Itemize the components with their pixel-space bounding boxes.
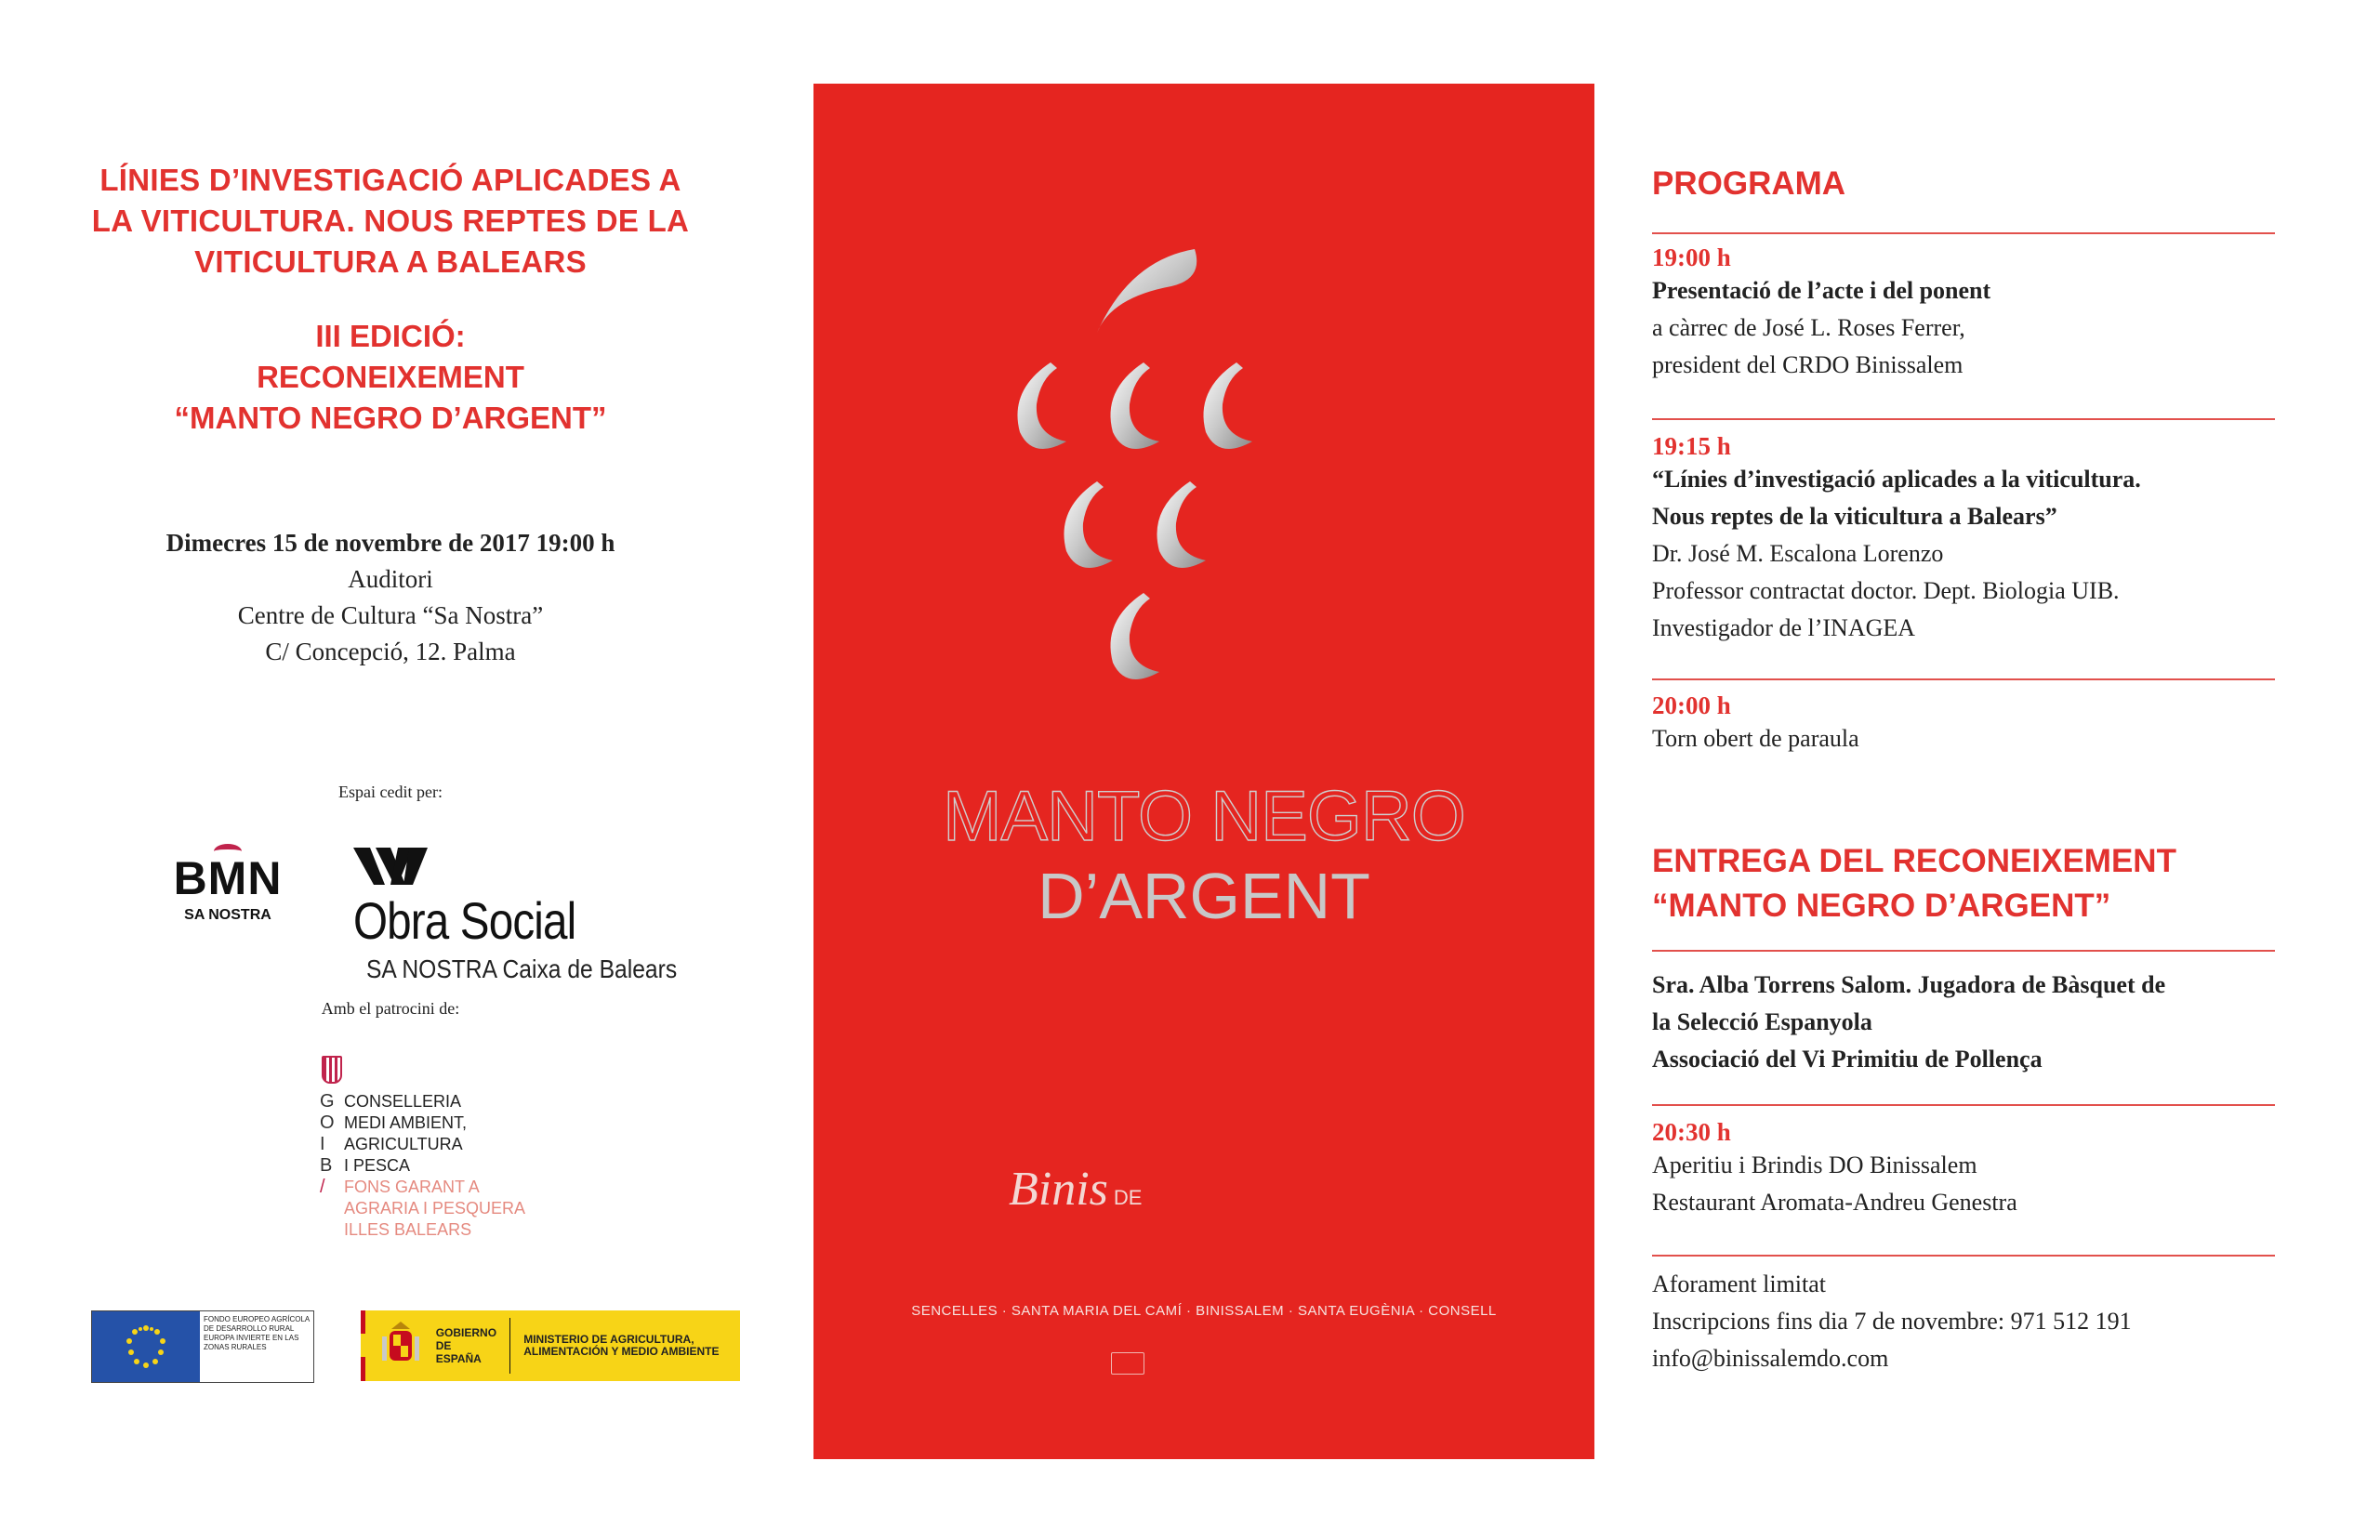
binis-script: Binis: [1009, 1163, 1108, 1216]
spain-flag-strip: [361, 1310, 365, 1381]
program-line: Aperitiu i Brindis DO Binissalem: [1652, 1152, 1977, 1178]
fogaiba-line: ILLES BALEARS: [344, 1220, 472, 1239]
obra-social-logo: [353, 844, 688, 984]
goib-line: I PESCA: [344, 1156, 411, 1175]
do-mark-icon: [1111, 1352, 1144, 1375]
goib-letter: O: [320, 1112, 335, 1133]
divider: [1652, 1255, 2275, 1257]
slash-icon: /: [320, 1177, 325, 1197]
towns-list: SENCELLES · SANTA MARIA DEL CAMÍ · BINISSALEM · SANTA EUGÈNIA · CONSELL: [911, 1303, 1497, 1319]
venue-line: Auditori: [348, 565, 433, 593]
grape-cluster-icon: [813, 84, 1594, 734]
venue-line: Centre de Cultura “Sa Nostra”: [237, 601, 544, 629]
eu-feader-logo: [91, 1310, 314, 1383]
program-item-final: [1652, 1118, 2017, 1221]
espai-label: Espai cedit per:: [338, 783, 443, 801]
event-title: [74, 160, 707, 283]
eu-feader-text: FONDO EUROPEO AGRÍCOLA DE DESARROLLO RURAL EUROPA INVIERTE EN LAS ZONAS RURALES: [204, 1315, 310, 1351]
eu-flag-icon: [92, 1311, 200, 1382]
event-info: [74, 525, 707, 670]
divider: [1652, 950, 2275, 952]
ministerio-text: MINISTERIO DE AGRICULTURA, ALIMENTACIÓN Y MEDIO AMBIENTE: [523, 1333, 720, 1358]
program-line: Torn obert de paraula: [1652, 725, 1859, 752]
divider: [1652, 232, 2275, 234]
entrega-line: ENTREGA DEL RECONEIXEMENT: [1652, 843, 2176, 879]
divider: [1652, 1104, 2275, 1106]
bmn-logo: [153, 844, 302, 924]
edition-line: III EDICIÓ:: [315, 319, 466, 353]
entrega-heading: [1652, 839, 2176, 928]
spain-crest-icon: [375, 1320, 427, 1372]
goib-line: CONSELLERIA: [344, 1092, 462, 1111]
awardee-line: la Selecció Espanyola: [1652, 1008, 1872, 1035]
program-title: Nous reptes de la viticultura a Balears”: [1652, 503, 2057, 530]
obra-social-mark-icon: [353, 844, 443, 893]
bmn-logo-sub: SA NOSTRA: [184, 907, 271, 923]
goib-letter: B: [320, 1155, 333, 1176]
title-line: LA VITICULTURA. NOUS REPTES DE LA: [91, 204, 690, 238]
title-line: VITICULTURA A BALEARS: [194, 244, 587, 279]
program-line: Professor contractat doctor. Dept. Biologia UIB.: [1652, 577, 2120, 604]
patrocini-label: Amb el patrocini de:: [321, 999, 460, 1018]
venue-line: C/ Concepció, 12. Palma: [265, 638, 516, 665]
awardee-line: Associació del Vi Primitiu de Pollença: [1652, 1046, 2043, 1073]
contact-info: [1652, 1266, 2132, 1377]
goib-letter: G: [320, 1091, 335, 1112]
fogaiba-line: AGRARIA I PESQUERA: [344, 1199, 526, 1218]
goib-shield-icon: [322, 1056, 342, 1084]
obra-social-sub: SA NOSTRA Caixa de Balears: [366, 954, 678, 983]
binissalem-do-logo: [1009, 1162, 1142, 1217]
awardee-line: Sra. Alba Torrens Salom. Jugadora de Bàsquet de: [1652, 971, 2166, 998]
program-title: Presentació de l’acte i del ponent: [1652, 277, 1991, 304]
program-line: Dr. José M. Escalona Lorenzo: [1652, 540, 1944, 567]
program-item: [1652, 432, 2141, 647]
divider: [1652, 678, 2275, 680]
goib-letter: I: [320, 1134, 325, 1154]
awardees: [1652, 967, 2165, 1078]
program-time: 20:30 h: [1652, 1118, 1731, 1146]
gobierno-text: GOBIERNO DE ESPAÑA: [435, 1326, 497, 1365]
divider: [1652, 418, 2275, 420]
goib-logo: [320, 1056, 562, 1241]
fogaiba-line: FONS GARANT A: [344, 1178, 480, 1196]
entrega-line: “MANTO NEGRO D’ARGENT”: [1652, 888, 2111, 924]
edition-line: “MANTO NEGRO D’ARGENT”: [174, 401, 607, 435]
bmn-logo-text: BMN: [173, 852, 283, 904]
goib-line: MEDI AMBIENT,: [344, 1113, 468, 1132]
edition-line: RECONEIXEMENT: [257, 360, 524, 394]
ministerio-logo: [361, 1310, 740, 1381]
title-line: LÍNIES D’INVESTIGACIÓ APLICADES A: [99, 163, 681, 197]
cover-panel: [813, 84, 1594, 1459]
edition-heading: [74, 316, 707, 439]
program-time: 20:00 h: [1652, 691, 1731, 719]
cover-title-line1: MANTO NEGRO: [943, 777, 1465, 856]
program-title: “Línies d’investigació aplicades a la viticultura.: [1652, 466, 2141, 493]
program-line: Investigador de l’INAGEA: [1652, 614, 1916, 641]
contact-email: info@binissalemdo.com: [1652, 1345, 1889, 1372]
binis-de: DE: [1113, 1186, 1143, 1209]
program-line: Restaurant Aromata-Andreu Genestra: [1652, 1189, 2017, 1216]
program-line: a càrrec de José L. Roses Ferrer,: [1652, 314, 1965, 341]
program-line: president del CRDO Binissalem: [1652, 351, 1964, 378]
program-item: [1652, 244, 1990, 384]
event-date: Dimecres 15 de novembre de 2017 19:00 h: [165, 529, 615, 557]
contact-line: Inscripcions fins dia 7 de novembre: 971 512 191: [1652, 1308, 2132, 1335]
program-time: 19:00 h: [1652, 244, 1731, 271]
cover-title-line2: D’ARGENT: [1038, 860, 1370, 932]
goib-line: AGRICULTURA: [344, 1135, 463, 1153]
program-item: [1652, 691, 1859, 757]
contact-line: Aforament limitat: [1652, 1270, 1827, 1297]
program-time: 19:15 h: [1652, 432, 1731, 460]
obra-social-name: Obra Social: [353, 891, 576, 950]
programa-heading: PROGRAMA: [1652, 165, 1846, 202]
divider: [509, 1318, 510, 1374]
